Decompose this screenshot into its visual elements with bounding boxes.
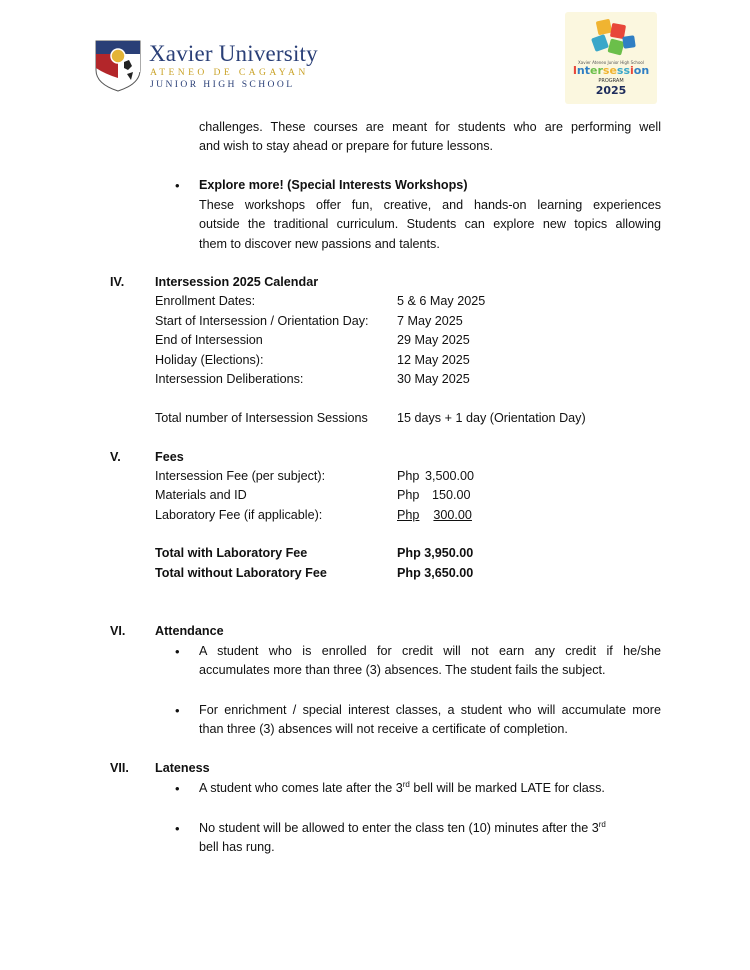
section-numeral: VII. (110, 761, 129, 775)
calendar-label: Holiday (Elections): (155, 353, 264, 367)
university-name: Xavier University (149, 41, 318, 66)
explore-title: Explore more! (Special Interests Workshops) (199, 178, 468, 192)
intro-line-2: and wish to stay ahead or prepare for future lessons. (199, 139, 494, 153)
calendar-label: Intersession Deliberations: (155, 372, 304, 386)
lateness-bullet-1 (199, 779, 605, 799)
lateness-text: A student who comes late after the 3 (199, 781, 403, 795)
calendar-label: Start of Intersession / Orientation Day: (155, 314, 369, 328)
fee-currency: Php (397, 488, 420, 502)
calendar-value: 5 & 6 May 2025 (397, 294, 486, 308)
calendar-title: Intersession 2025 Calendar (155, 275, 319, 289)
calendar-label: Enrollment Dates: (155, 294, 256, 308)
superscript: rd (598, 820, 606, 829)
lateness-bullet-2-line-1 (199, 819, 606, 839)
attendance-bullet-1-line-2: accumulates more than three (3) absences. The student fails the subject. (199, 663, 606, 677)
section-numeral: V. (110, 450, 121, 464)
explore-line-3: them to discover new passions and talents. (199, 237, 440, 251)
fee-underlined-amount (397, 506, 474, 526)
puzzle-icon (565, 12, 657, 104)
university-subtitle: ATENEO DE CAGAYAN (150, 67, 309, 78)
calendar-value: 30 May 2025 (397, 372, 470, 386)
lateness-text: No student will be allowed to enter the class ten (10) minutes after the 3 (199, 821, 599, 835)
calendar-value: 29 May 2025 (397, 333, 470, 347)
fee-amount: 150.00 (432, 488, 471, 502)
fee-label: Materials and ID (155, 488, 247, 502)
section-numeral: IV. (110, 275, 125, 289)
program-logo-title: Intersession (572, 64, 650, 77)
calendar-total-value: 15 days + 1 day (Orientation Day) (397, 411, 586, 425)
fee-currency: Php (397, 508, 420, 522)
shield-icon (95, 40, 141, 92)
fee-amount: 300.00 (433, 508, 472, 522)
calendar-value: 12 May 2025 (397, 353, 470, 367)
section-numeral: VI. (110, 624, 126, 638)
total-with-lab-value: Php 3,950.00 (397, 546, 474, 560)
total-with-lab-label: Total with Laboratory Fee (155, 546, 308, 560)
lateness-title: Lateness (155, 761, 210, 775)
fee-amount: 3,500.00 (425, 469, 475, 483)
explore-line-2: outside the traditional curriculum. Students can explore new topics allowing (199, 217, 661, 231)
explore-line-1: These workshops offer fun, creative, and hands-on learning experiences (199, 198, 661, 212)
lateness-bullet-2-line-2: bell has rung. (199, 840, 275, 854)
calendar-label: End of Intersession (155, 333, 263, 347)
fee-label: Intersession Fee (per subject): (155, 469, 326, 483)
university-logo (95, 40, 325, 94)
bullet-icon: • (175, 644, 180, 659)
attendance-title: Attendance (155, 624, 224, 638)
svg-text:Xavier Ateneo Junior High Scho: Xavier Ateneo Junior High School (578, 60, 644, 65)
bullet-icon: • (175, 821, 180, 836)
total-without-lab-value: Php 3,650.00 (397, 566, 474, 580)
total-without-lab-label: Total without Laboratory Fee (155, 566, 327, 580)
school-name: JUNIOR HIGH SCHOOL (150, 79, 295, 90)
bullet-icon: • (175, 703, 180, 718)
fee-currency: Php (397, 469, 420, 483)
attendance-bullet-2-line-1: For enrichment / special interest classes, a student who will accumulate more (199, 703, 661, 717)
superscript: rd (402, 780, 410, 789)
attendance-bullet-2-line-2: than three (3) absences will not receive a certificate of completion. (199, 722, 568, 736)
fees-title: Fees (155, 450, 184, 464)
bullet-icon: • (175, 781, 180, 796)
attendance-bullet-1-line-1: A student who is enrolled for credit will not earn any credit if he/she (199, 644, 661, 658)
program-logo-sub: PROGRAM (598, 78, 624, 84)
lateness-text: bell will be marked LATE for class. (409, 781, 605, 795)
calendar-value: 7 May 2025 (397, 314, 463, 328)
intro-line-1: challenges. These courses are meant for students who are performing well (199, 120, 661, 134)
intersession-program-logo (565, 12, 657, 104)
calendar-total-label: Total number of Intersession Sessions (155, 411, 368, 425)
bullet-icon: • (175, 178, 180, 193)
program-logo-year: 2025 (595, 84, 627, 97)
fee-label: Laboratory Fee (if applicable): (155, 508, 323, 522)
